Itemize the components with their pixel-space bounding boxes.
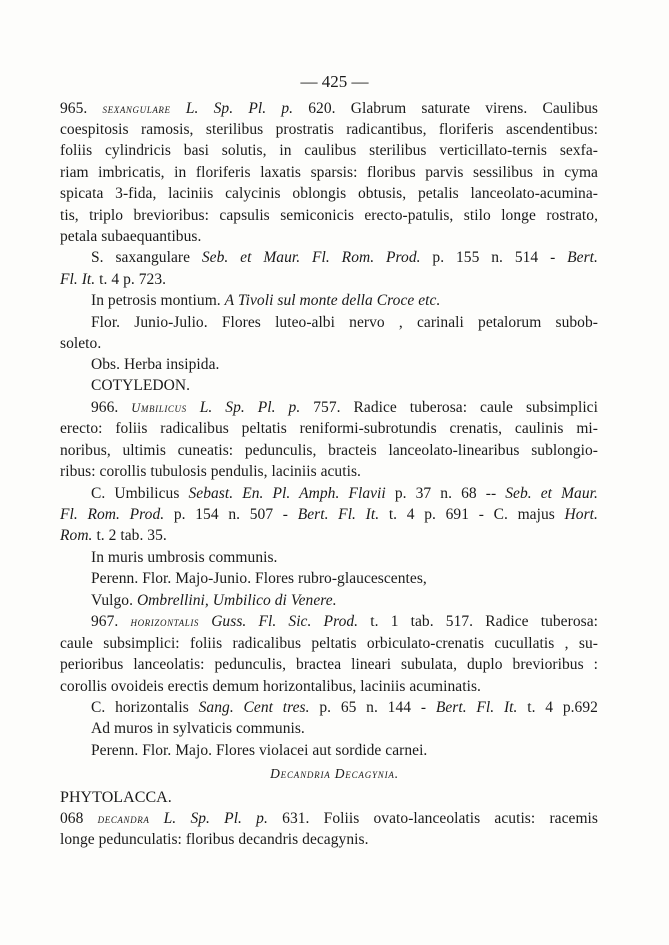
synonym-line [91, 248, 598, 268]
authority: L. Sp. Pl. p. [185, 100, 294, 117]
habitat-line: Ad muros in sylvaticis communis. [91, 720, 305, 737]
synonym-line [60, 526, 167, 546]
citation-ref: p. 65 n. 144 - [319, 699, 427, 716]
citation-ref: t. 4 p. 723. [99, 271, 167, 288]
text-line: erecto: foliis radicalibus peltatis reniformi-subrotundis crenatis, caulinis mi- [60, 420, 598, 437]
citation: Rom. [60, 527, 93, 544]
habitat: In petrosis montium. [91, 292, 221, 309]
citation-ref: p. 154 n. 507 - [173, 506, 289, 523]
text-line: foliis cylindricis basi solutis, in caulibus sterilibus verticillato-ternis sexfa- [60, 142, 598, 159]
entry-number: 965. [60, 100, 88, 117]
citation: Bert. [567, 249, 598, 266]
citation-ref: t. 2 tab. 35. [96, 527, 167, 544]
entry-966-header [91, 398, 598, 418]
citation: Sang. Cent tres. [198, 699, 310, 716]
text-line: corollis ovoideis erectis demum horizontalibus, laciniis acuminatis. [60, 678, 481, 695]
citation: Bert. Fl. It. [435, 699, 518, 716]
citation: Fl. Rom. Prod. [60, 506, 165, 523]
entry-965-header [60, 99, 598, 119]
locality: A Tivoli sul monte della Croce etc. [224, 292, 441, 309]
text-line: coespitosis ramosis, sterilibus prostratis radicantibus, floriferis ascendentibus: [60, 121, 598, 138]
species-name: horizontalis [130, 615, 200, 629]
text-line: perioribus lanceolatis: pedunculis, bractea lineari subulata, duplo brevioribus : [60, 656, 598, 673]
authority: L. Sp. Pl. p. [163, 810, 268, 827]
page-number: — 425 — [300, 72, 369, 91]
citation: Bert. Fl. It. [297, 506, 380, 523]
flowering-line: Perenn. Flor. Majo. Flores violacei aut sordide carnei. [91, 742, 428, 759]
species-name: Umbilicus [131, 401, 187, 415]
text-line: longe pedunculatis: floribus decandris decagynis. [60, 831, 369, 848]
vernacular-label: Vulgo. [91, 592, 133, 609]
text-line: tis, triplo brevioribus: capsulis semiconicis erecto-patulis, stilo longe rostrato, [60, 207, 598, 224]
citation: Sebast. En. Pl. Amph. Flavii [188, 485, 386, 502]
entry-number: 068 [60, 810, 84, 827]
synonym-line [60, 505, 598, 525]
flowering-line: Perenn. Flor. Majo-Junio. Flores rubro-glaucescentes, [91, 570, 427, 587]
text-line: spicata 3-fida, laciniis calycinis oblongis obtusis, petalis lanceolato-acumina- [60, 185, 598, 202]
authority: L. Sp. Pl. p. [199, 399, 301, 416]
habitat-line [91, 291, 440, 311]
text: t. 1 tab. 517. Radice tuberosa: [370, 613, 598, 630]
observation: Obs. Herba insipida. [91, 356, 220, 373]
text-line: ribus: corollis tubulosis pendulis, laciniis acutis. [60, 463, 361, 480]
synonym-line [91, 698, 598, 718]
text-line: noribus, ultimis cuneatis: pedunculis, bracteis lanceolato-linearibus sublongio- [60, 442, 598, 459]
species-name: sexangulare [102, 102, 171, 116]
entry-number: 967. [91, 613, 119, 630]
citation-ref: t. 4 p.692 [527, 699, 598, 716]
synonym: C. horizontalis [91, 699, 189, 716]
citation-ref: t. 4 p. 691 - C. majus [388, 506, 555, 523]
vernacular-line [91, 591, 337, 611]
entry-968-header [60, 809, 598, 829]
citation: Fl. It. [60, 271, 96, 288]
synonym: C. Umbilicus [91, 485, 180, 502]
vernacular-names: Ombrellini, Umbilico di Venere. [136, 592, 337, 609]
section-heading: Decandria Decagynia. [270, 766, 399, 781]
genus-heading: PHYTOLACCA. [60, 789, 172, 806]
synonym: S. saxangulare [91, 249, 191, 266]
text: 620. Glabrum saturate virens. Caulibus [308, 100, 598, 117]
flowering-line: Flor. Junio-Julio. Flores luteo-albi nervo , carinali petalorum subob- [91, 314, 598, 331]
genus-heading: COTYLEDON. [91, 377, 191, 394]
text-line: soleto. [60, 335, 102, 352]
synonym-line [91, 484, 598, 504]
text-line: petala subaequantibus. [60, 228, 202, 245]
entry-967-header [91, 612, 598, 632]
text: 757. Radice tuberosa: caule subsimplici [313, 399, 598, 416]
citation: Seb. et Maur. [505, 485, 598, 502]
citation-ref: p. 37 n. 68 -- [394, 485, 497, 502]
text: 631. Foliis ovato-lanceolatis acutis: racemis [282, 810, 598, 827]
citation: Seb. et Maur. Fl. Rom. Prod. [201, 249, 421, 266]
citation: Hort. [564, 506, 598, 523]
synonym-line [60, 270, 166, 290]
entry-number: 966. [91, 399, 119, 416]
authority: Guss. Fl. Sic. Prod. [211, 613, 359, 630]
species-name: decandra [97, 812, 150, 826]
text-line: caule subsimplici: foliis radicalibus peltatis orbiculato-crenatis cucullatis , su- [60, 635, 598, 652]
citation-ref: p. 155 n. 514 - [432, 249, 556, 266]
habitat-line: In muris umbrosis communis. [91, 549, 278, 566]
text-line: riam imbricatis, in floriferis laxatis sparsis: floribus parvis sessilibus in cyma [60, 164, 598, 181]
